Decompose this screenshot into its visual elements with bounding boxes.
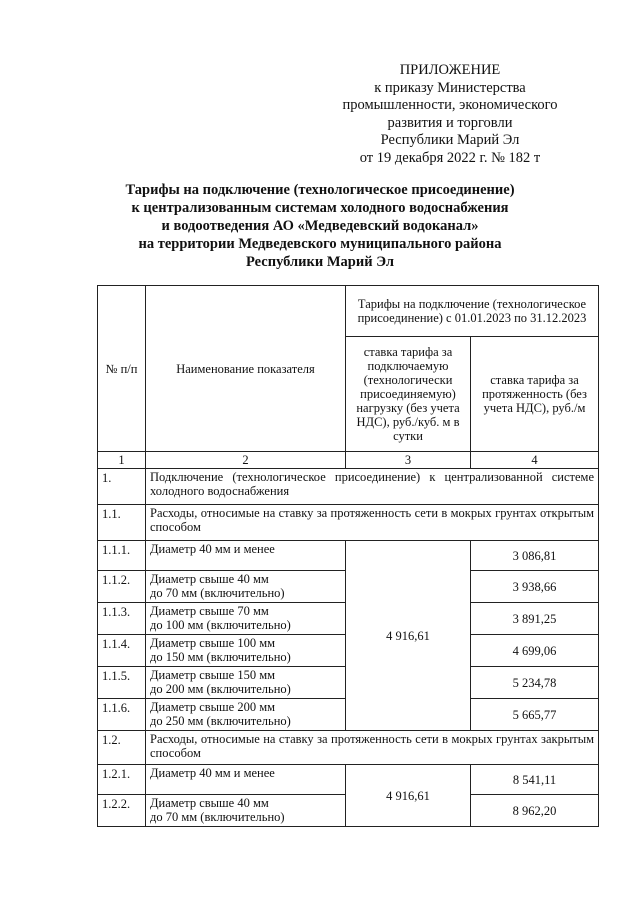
header-length-rate: ставка тарифа за протяженность (без учета НДС), руб./м [471, 337, 599, 452]
row-number: 1.2.1. [98, 765, 146, 795]
section-title: Подключение (технологическое присоединение) к централизованной системе холодного водоснабжения [146, 469, 599, 505]
row-number: 1. [98, 469, 146, 505]
appendix-line: Республики Марий Эл [380, 132, 520, 148]
col-number: 1 [98, 452, 146, 469]
appendix-line: к приказу Министерства [374, 79, 526, 96]
row-label-line: до 150 мм (включительно) [150, 650, 291, 664]
title-line: Тарифы на подключение (технологическое присоединение) [125, 182, 515, 198]
title-line: Республики Марий Эл [246, 254, 394, 270]
subsection-row [98, 731, 599, 765]
row-number: 1.1.2. [98, 571, 146, 603]
col-number: 3 [346, 452, 471, 469]
row-label-line: Диаметр свыше 100 мм [150, 636, 276, 650]
length-rate-value: 3 891,25 [471, 603, 599, 635]
length-rate-value: 3 938,66 [471, 571, 599, 603]
row-label [146, 667, 346, 699]
section-row [98, 469, 599, 505]
row-number: 1.1.5. [98, 667, 146, 699]
row-label-line: до 250 мм (включительно) [150, 714, 291, 728]
table-row [98, 765, 599, 795]
row-label-line: до 70 мм (включительно) [150, 586, 285, 600]
col-number: 2 [146, 452, 346, 469]
row-label-line: Диаметр свыше 40 мм [150, 796, 269, 810]
row-label-line: Диаметр 40 мм и менее [150, 542, 275, 556]
appendix-heading: ПРИЛОЖЕНИЕ [399, 62, 501, 78]
subsection-title: Расходы, относимые на ставку за протяженность сети в мокрых грунтах открытым способом [146, 505, 599, 541]
subsection-row [98, 505, 599, 541]
appendix-line: промышленности, экономического [342, 97, 558, 113]
row-label [146, 699, 346, 731]
tariff-table [97, 285, 599, 827]
row-label [146, 795, 346, 827]
title-line: и водоотведения АО «Медведевский водоканал» [161, 218, 479, 234]
length-rate-value: 5 234,78 [471, 667, 599, 699]
title-line: к централизованным системам холодного водоснабжения [131, 200, 509, 216]
row-label-line: до 100 мм (включительно) [150, 618, 291, 632]
row-label-line: до 70 мм (включительно) [150, 810, 285, 824]
title-line: на территории Медведевского муниципального района [138, 236, 502, 252]
row-number: 1.1.1. [98, 541, 146, 571]
appendix-block [320, 62, 580, 167]
appendix-order-date: от 19 декабря 2022 г. № 182 т [359, 149, 541, 166]
header-row [98, 286, 599, 337]
header-name: Наименование показателя [146, 286, 346, 452]
header-tariff-group: Тарифы на подключение (технологическое присоединение) с 01.01.2023 по 31.12.2023 [346, 286, 599, 337]
row-number: 1.2.2. [98, 795, 146, 827]
row-number: 1.1.3. [98, 603, 146, 635]
row-number: 1.1.4. [98, 635, 146, 667]
row-label-line: Диаметр 40 мм и менее [150, 766, 275, 780]
column-numbers-row [98, 452, 599, 469]
length-rate-value: 8 541,11 [471, 765, 599, 795]
row-number: 1.1. [98, 505, 146, 541]
header-load-rate: ставка тарифа за подключаемую (технологически присоединяемую) нагрузку (без учета НДС), руб./куб. м в сутки [346, 337, 471, 452]
row-label-line: до 200 мм (включительно) [150, 682, 291, 696]
row-label [146, 603, 346, 635]
row-label-line: Диаметр свыше 70 мм [150, 604, 269, 618]
header-num: № п/п [98, 286, 146, 452]
col-number: 4 [471, 452, 599, 469]
length-rate-value: 3 086,81 [471, 541, 599, 571]
row-label [146, 765, 346, 795]
appendix-line: развития и торговли [387, 114, 513, 131]
row-label-line: Диаметр свыше 40 мм [150, 572, 269, 586]
subsection-title: Расходы, относимые на ставку за протяженность сети в мокрых грунтах закрытым способом [146, 731, 599, 765]
row-label [146, 541, 346, 571]
length-rate-value: 4 699,06 [471, 635, 599, 667]
table-row [98, 541, 599, 571]
row-number: 1.2. [98, 731, 146, 765]
row-label [146, 635, 346, 667]
length-rate-value: 5 665,77 [471, 699, 599, 731]
load-rate-value: 4 916,61 [346, 541, 471, 731]
row-number: 1.1.6. [98, 699, 146, 731]
load-rate-value: 4 916,61 [346, 765, 471, 827]
length-rate-value: 8 962,20 [471, 795, 599, 827]
document-title [90, 181, 550, 271]
row-label-line: Диаметр свыше 200 мм [150, 700, 276, 714]
row-label [146, 571, 346, 603]
row-label-line: Диаметр свыше 150 мм [150, 668, 276, 682]
